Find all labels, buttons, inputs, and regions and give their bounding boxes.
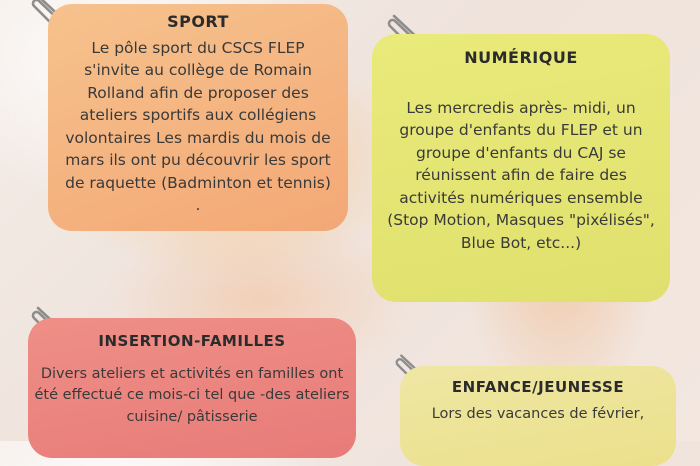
insertion-body: Divers ateliers et activités en familles ont été effectué ce mois-ci tel que -des ateliers cuisine/ pâtisserie [34,366,350,425]
enfance-card [400,366,676,466]
sport-card [48,4,348,231]
sport-title: SPORT [167,12,229,31]
numerique-body: Les mercredis après- midi, un groupe d'enfants du FLEP et un groupe d'enfants du CAJ se réunissent afin de faire des activités numériques ensemble (Stop Motion, Masques "pixélisés", Blue Bot, etc...) [387,99,655,252]
enfance-title: ENFANCE/JEUNESSE [451,378,625,396]
numerique-title: NUMÉRIQUE [464,48,578,67]
enfance-body: Lors des vacances de février, [431,406,645,422]
insertion-card [28,318,356,458]
sport-body: Le pôle sport du CSCS FLEP s'invite au collège de Romain Rolland afin de proposer des ateliers sportifs aux collégiens volontaires Les mardis du mois de mars ils ont pu découvrir les sport de raquette (Badminton et tennis) . [65,39,331,215]
insertion-title: INSERTION-FAMILLES [98,332,286,350]
numerique-card [372,34,670,302]
